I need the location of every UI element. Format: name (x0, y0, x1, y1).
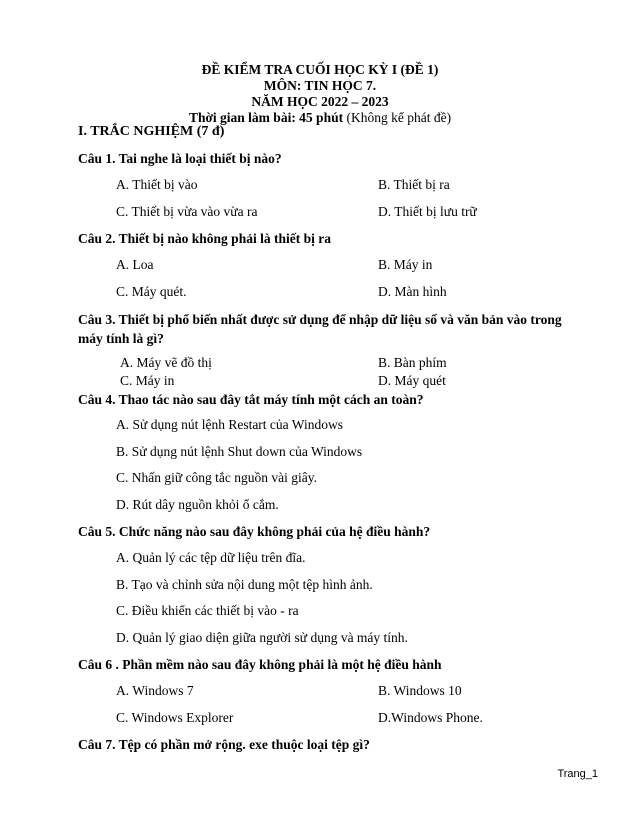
q5-option-b: B. Tạo và chỉnh sửa nội dung một tệp hình ảnh. (116, 577, 373, 592)
q1-option-b: B. Thiết bị ra (378, 177, 450, 192)
q4-option-b: B. Sử dụng nút lệnh Shut down của Windows (116, 444, 363, 459)
exam-subject: MÔN: TIN HỌC 7. (263, 78, 377, 93)
q2-option-c: C. Máy quét. (116, 284, 187, 299)
q6-option-a: A. Windows 7 (116, 683, 194, 698)
q4-option-d: D. Rút dây nguồn khỏi ổ cắm. (116, 497, 279, 512)
exam-year: NĂM HỌC 2022 – 2023 (251, 94, 389, 109)
exam-time-duration: Thời gian làm bài: 45 phút (188, 110, 344, 125)
q4-option-a: A. Sử dụng nút lệnh Restart của Windows (116, 417, 344, 432)
question-6: Câu 6 . Phần mềm nào sau đây không phải là một hệ điều hành (78, 657, 442, 672)
q2-option-a: A. Loa (116, 257, 154, 272)
q3-option-c: C. Máy in (120, 373, 175, 388)
q1-option-d: D. Thiết bị lưu trữ (378, 204, 477, 219)
q3-option-a: A. Máy vẽ đồ thị (120, 355, 212, 370)
question-7: Câu 7. Tệp có phần mở rộng. exe thuộc loại tệp gì? (78, 737, 370, 752)
q6-option-d: D.Windows Phone. (378, 710, 483, 725)
q5-option-c: C. Điều khiển các thiết bị vào - ra (116, 603, 299, 618)
question-1: Câu 1. Tai nghe là loại thiết bị nào? (78, 151, 282, 166)
q3-option-d: D. Máy quét (378, 373, 446, 388)
q1-option-a: A. Thiết bị vào (116, 177, 198, 192)
q3-option-b: B. Bàn phím (378, 355, 447, 370)
q6-option-c: C. Windows Explorer (116, 710, 234, 725)
q2-option-d: D. Màn hình (378, 284, 447, 299)
exam-time-note: (Không kể phát đề) (343, 110, 452, 125)
q6-option-b: B. Windows 10 (378, 683, 462, 698)
q5-option-a: A. Quản lý các tệp dữ liệu trên đĩa. (116, 550, 306, 565)
section-title: I. TRẮC NGHIỆM (7 đ) (78, 124, 225, 139)
q4-option-c: C. Nhấn giữ công tắc nguồn vài giây. (116, 470, 318, 485)
q1-option-c: C. Thiết bị vừa vào vừa ra (116, 204, 258, 219)
exam-title: ĐỀ KIỂM TRA CUỐI HỌC KỲ I (ĐỀ 1) (201, 62, 439, 77)
q5-option-d: D. Quản lý giao diện giữa người sử dụng và máy tính. (116, 630, 408, 645)
q2-option-b: B. Máy in (378, 257, 433, 272)
page-number: Trang_1 (557, 768, 598, 780)
question-2: Câu 2. Thiết bị nào không phải là thiết bị ra (78, 231, 331, 246)
question-4: Câu 4. Thao tác nào sau đây tắt máy tính một cách an toàn? (78, 392, 424, 407)
question-5: Câu 5. Chức năng nào sau đây không phải của hệ điều hành? (78, 524, 431, 539)
question-3: Câu 3. Thiết bị phổ biến nhất được sử dụng để nhập dữ liệu số và văn bản vào trong máy tính là gì? (78, 312, 562, 346)
